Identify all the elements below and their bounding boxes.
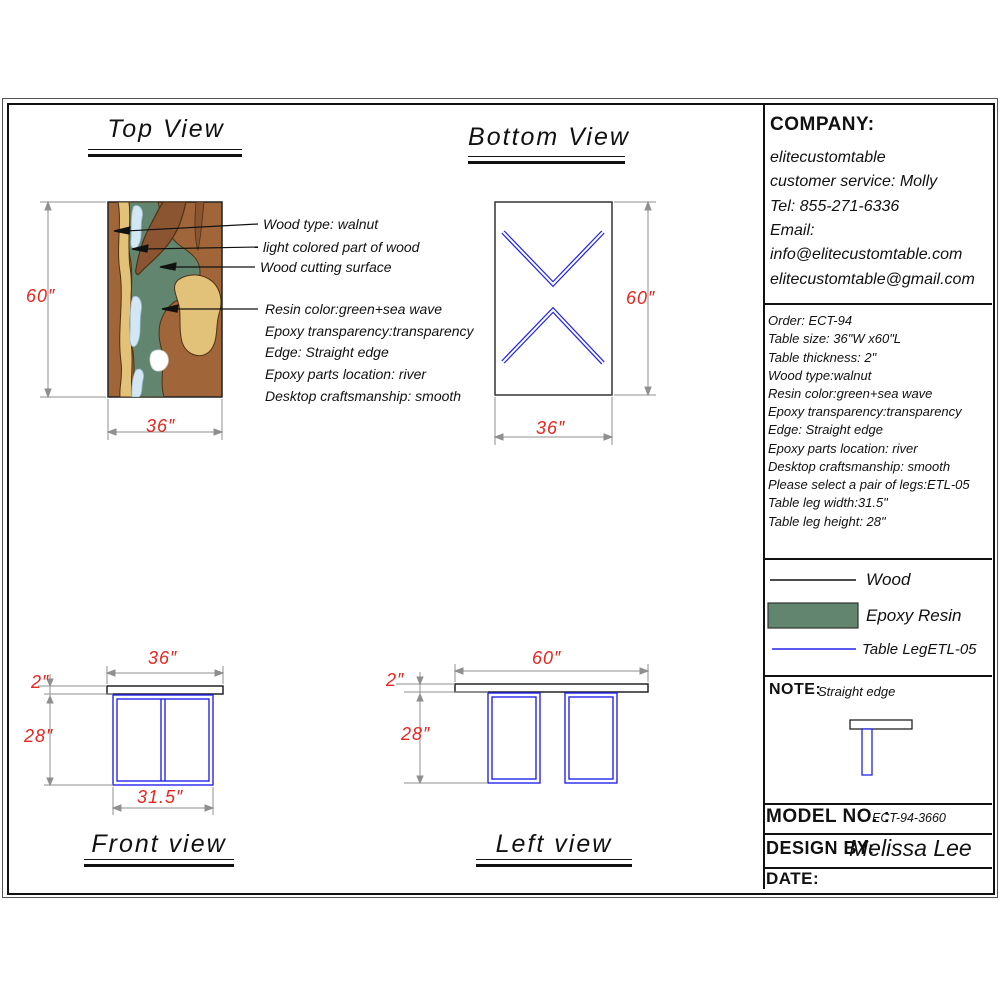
- bottom-view-height-dim: 60″: [626, 288, 656, 308]
- note-header: NOTE:: [769, 681, 822, 698]
- order-epoxy-location: Epoxy parts location: river: [768, 441, 918, 456]
- model-no-label: MODEL NO. :: [766, 806, 891, 827]
- legend-epoxy-label: Epoxy Resin: [866, 606, 962, 625]
- order-wood-type: Wood type:walnut: [768, 368, 872, 383]
- annotation-cutting-surface: Wood cutting surface: [260, 259, 392, 275]
- left-view-drawing: [396, 664, 648, 783]
- note-text: Straight edge: [818, 684, 896, 699]
- panel-line-2: [763, 558, 992, 560]
- left-view-underline: [476, 859, 632, 867]
- legend-epoxy-swatch: [768, 603, 858, 628]
- panel-line-4: [763, 803, 992, 805]
- company-email-label: Email:: [770, 222, 815, 239]
- order-legs: Please select a pair of legs:ETL-05: [768, 477, 970, 492]
- front-view-title: Front view: [91, 830, 227, 858]
- bottom-view-underline: [468, 156, 625, 164]
- annotation-craftsmanship: Desktop craftsmanship: smooth: [265, 388, 462, 404]
- annotation-light-wood: light colored part of wood: [263, 239, 420, 255]
- front-view-width-dim: 36″: [148, 648, 178, 668]
- model-no-value: ECT-94-3660: [872, 811, 946, 825]
- order-table-size: Table size: 36"W x60"L: [768, 331, 902, 346]
- front-view-leg-height-dim: 28″: [24, 726, 54, 746]
- annotation-epoxy-location: Epoxy parts location: river: [265, 366, 427, 382]
- annotation-edge: Edge: Straight edge: [265, 344, 389, 360]
- front-view-leg-width-dim: 31.5″: [137, 787, 184, 807]
- annotation-wood-type: Wood type: walnut: [263, 216, 379, 232]
- order-craftsmanship: Desktop craftsmanship: smooth: [768, 459, 951, 474]
- bottom-view-drawing: [495, 202, 612, 395]
- front-view-drawing: [38, 666, 223, 815]
- design-by-value: Melissa Lee: [849, 835, 972, 861]
- company-service: customer service: Molly: [770, 173, 938, 190]
- order-edge: Edge: Straight edge: [768, 422, 883, 437]
- order-thickness: Table thickness: 2": [768, 350, 877, 365]
- annotation-epoxy-transparency: Epoxy transparency:transparency: [265, 323, 474, 339]
- left-view-title: Left view: [495, 830, 613, 858]
- company-tel: Tel: 855-271-6336: [770, 198, 900, 215]
- order-resin-color: Resin color:green+sea wave: [768, 386, 933, 401]
- order-number: Order: ECT-94: [768, 313, 853, 328]
- date-label: DATE:: [766, 869, 820, 888]
- company-name: elitecustomtable: [770, 149, 886, 166]
- left-view-width-dim: 60″: [532, 648, 562, 668]
- design-by-label: DESIGN BY:: [766, 838, 875, 858]
- order-transparency: Epoxy transparency:transparency: [768, 404, 962, 419]
- panel-line-3: [763, 675, 992, 677]
- panel-line-1: [763, 303, 992, 305]
- legend-wood-label: Wood: [866, 570, 911, 589]
- company-email-1: info@elitecustomtable.com: [770, 246, 963, 263]
- bottom-view-title: Bottom View: [468, 123, 630, 151]
- panel-divider: [763, 105, 765, 889]
- company-header: COMPANY:: [770, 114, 875, 135]
- legend-table-leg-label: Table LegETL-05: [862, 641, 977, 658]
- legend-swatches: [768, 580, 858, 649]
- left-view-thickness-dim: 2″: [386, 670, 405, 690]
- order-leg-height: Table leg height: 28": [768, 514, 886, 529]
- top-view-height-dim: 60″: [26, 286, 56, 306]
- front-view-thickness-dim: 2″: [31, 672, 50, 692]
- bottom-view-width-dim: 36″: [536, 418, 566, 438]
- top-view-title: Top View: [107, 115, 225, 143]
- left-view-leg-height-dim: 28″: [401, 724, 431, 744]
- company-email-2: elitecustomtable@gmail.com: [770, 271, 975, 288]
- annotation-resin-color: Resin color:green+sea wave: [265, 301, 443, 317]
- top-view-underline: [88, 149, 242, 157]
- front-view-underline: [84, 859, 234, 867]
- top-view-width-dim: 36″: [146, 416, 176, 436]
- order-leg-width: Table leg width:31.5": [768, 495, 888, 510]
- note-edge-diagram: [850, 720, 912, 775]
